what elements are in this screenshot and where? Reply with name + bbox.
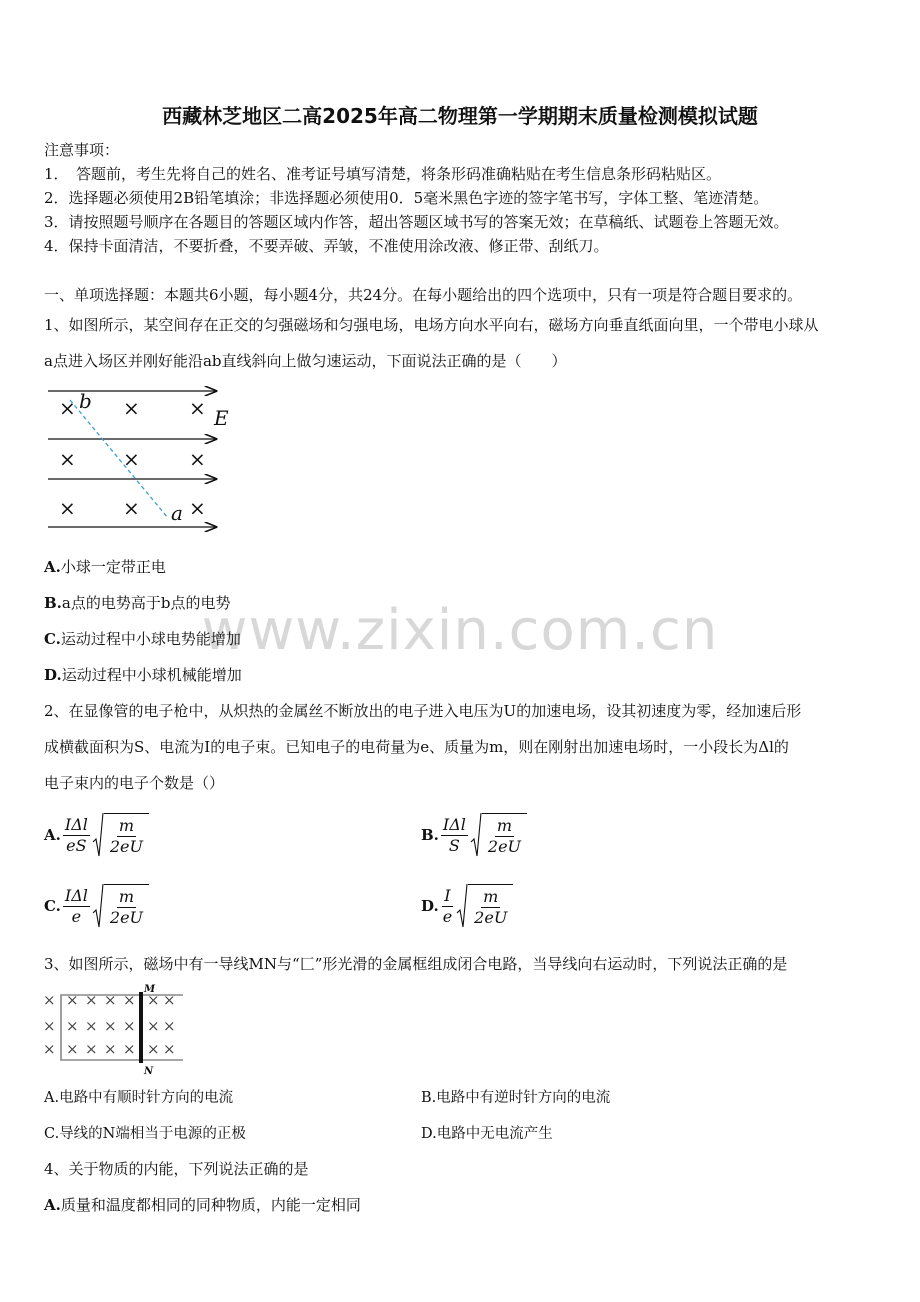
cross-symbol: ×: [189, 396, 206, 420]
fraction: $\frac{\text{IΔl}}{eS}$: [64, 814, 88, 855]
cross-symbol: ×: [147, 991, 160, 1009]
q2-stem-line2: 成横截面积为S、电流为I的电子束。已知电子的电荷量为e、质量为m，则在刚射出加速电场时，一小段长为Δl的: [44, 738, 789, 756]
cross-symbol: ×: [66, 1017, 79, 1035]
fraction: $\frac{\text{IΔl}}{S}$: [442, 814, 466, 855]
cross-symbol: ×: [59, 496, 76, 520]
option-text: 导线的N端相当于电源的正极: [59, 1126, 246, 1142]
q1-stem-line1: 1、如图所示，某空间存在正交的匀强磁场和匀强电场，电场方向水平向右，磁场方向垂直纸面向里，一个带电小球从: [44, 316, 819, 334]
q4-stem: 4、关于物质的内能，下列说法正确的是: [44, 1160, 309, 1178]
cross-symbol: ×: [189, 447, 206, 471]
square-root: $\frac{m}{2eU}$: [456, 883, 513, 929]
option-key: A.: [44, 1196, 61, 1214]
q2-option-b[interactable]: [421, 812, 527, 858]
label-b: b: [79, 389, 92, 413]
cross-symbol: ×: [43, 991, 56, 1009]
q1-stem-line2: a点进入场区并刚好能沿ab直线斜向上做匀速运动，下面说法正确的是（ ）: [44, 352, 567, 370]
q3-option-a[interactable]: [44, 1086, 233, 1107]
option-key: C.: [44, 897, 61, 915]
page-title: 西藏林芝地区二高2025年高二物理第一学期期末质量检测模拟试题: [162, 104, 758, 128]
option-text: a点的电势高于b点的电势: [61, 594, 231, 612]
notes-item: 3．请按照题号顺序在各题目的答题区域内作答，超出答题区域书写的答案无效；在草稿纸、试题卷上答题无效。: [44, 213, 789, 231]
q1-option-d[interactable]: [44, 664, 242, 685]
section-heading: 一、单项选择题：本题共6小题，每小题4分，共24分。在每小题给出的四个选项中，只有一项是符合题目要求的。: [44, 286, 803, 304]
cross-symbol: ×: [104, 991, 117, 1009]
option-text: 运动过程中小球电势能增加: [60, 630, 241, 648]
option-text: 电路中有逆时针方向的电流: [436, 1090, 611, 1106]
notes-item: 2．选择题必须使用2B铅笔填涂；非选择题必须使用0．5毫米黑色字迹的签字笔书写，字体工整、笔迹清楚。: [44, 189, 769, 207]
q3-option-b[interactable]: [421, 1086, 610, 1107]
q3-option-c[interactable]: [44, 1122, 246, 1143]
cross-symbol: ×: [104, 1017, 117, 1035]
option-key: D.: [421, 1126, 437, 1142]
cross-symbol: ×: [123, 1040, 136, 1058]
cross-symbol: ×: [43, 1040, 56, 1058]
q3-stem: 3、如图所示，磁场中有一导线MN与“匚”形光滑的金属框组成闭合电路，当导线向右运动时，下列说法正确的是: [44, 955, 788, 973]
cross-symbol: ×: [147, 1040, 160, 1058]
q2-stem-line1: 2、在显像管的电子枪中，从炽热的金属丝不断放出的电子进入电压为U的加速电场，设其初速度为零，经加速后形: [44, 702, 802, 720]
label-a: a: [171, 501, 183, 525]
option-text: 电路中有顺时针方向的电流: [59, 1090, 234, 1106]
cross-symbol: ×: [59, 447, 76, 471]
q2-option-d[interactable]: [421, 883, 513, 929]
q3-option-d[interactable]: [421, 1122, 553, 1143]
option-key: D.: [44, 666, 62, 684]
option-text: 运动过程中小球机械能增加: [61, 666, 242, 684]
cross-symbol: ×: [123, 447, 140, 471]
option-text: 小球一定带正电: [60, 558, 166, 576]
option-key: C.: [44, 1126, 60, 1142]
option-key: B.: [421, 826, 439, 844]
cross-symbol: ×: [163, 1040, 176, 1058]
cross-symbol: ×: [123, 396, 140, 420]
q1-option-c[interactable]: [44, 628, 241, 649]
square-root: $\frac{m}{2eU}$: [470, 812, 527, 858]
cross-symbol: ×: [147, 1017, 160, 1035]
cross-symbol: ×: [85, 991, 98, 1009]
option-key: B.: [44, 594, 62, 612]
square-root: $\frac{m}{2eU}$: [92, 883, 149, 929]
notes-heading: 注意事项：: [44, 141, 120, 159]
option-key: A.: [44, 1090, 60, 1106]
trajectory-line: [70, 400, 168, 518]
q2-stem-line3: 电子束内的电子个数是（）: [44, 774, 225, 792]
q1-field-figure: [40, 380, 240, 536]
cross-symbol: ×: [189, 496, 206, 520]
cross-symbol: ×: [66, 1040, 79, 1058]
option-key: B.: [421, 1090, 437, 1106]
cross-symbol: ×: [163, 991, 176, 1009]
cross-symbol: ×: [85, 1040, 98, 1058]
q2-option-a[interactable]: [44, 812, 149, 858]
label-E: E: [214, 406, 229, 430]
watermark: www.zixin.com.cn: [201, 598, 719, 663]
q3-circuit-figure: [40, 982, 190, 1076]
option-key: D.: [421, 897, 439, 915]
option-key: A.: [44, 558, 61, 576]
q1-option-b[interactable]: [44, 592, 230, 613]
q1-option-a[interactable]: [44, 556, 166, 577]
label-M: M: [144, 984, 156, 995]
cross-symbol: ×: [123, 1017, 136, 1035]
cross-symbol: ×: [123, 496, 140, 520]
label-N: N: [144, 1066, 154, 1076]
cross-symbol: ×: [66, 991, 79, 1009]
cross-symbol: ×: [123, 991, 136, 1009]
option-key: C.: [44, 630, 61, 648]
cross-symbol: ×: [59, 396, 76, 420]
q4-option-a[interactable]: [44, 1194, 361, 1215]
fraction: $\frac{\text{IΔl}}{e}$: [64, 885, 88, 926]
option-key: A.: [44, 826, 61, 844]
fraction: $\frac{I}{e}$: [442, 885, 453, 926]
option-text: 质量和温度都相同的同种物质，内能一定相同: [60, 1196, 361, 1214]
option-text: 电路中无电流产生: [436, 1126, 553, 1142]
cross-symbol: ×: [104, 1040, 117, 1058]
q2-option-c[interactable]: [44, 883, 149, 929]
cross-symbol: ×: [43, 1017, 56, 1035]
notes-item: 4．保持卡面清洁，不要折叠，不要弄破、弄皱，不准使用涂改液、修正带、刮纸刀。: [44, 237, 609, 255]
cross-symbol: ×: [163, 1017, 176, 1035]
square-root: $\frac{m}{2eU}$: [92, 812, 149, 858]
notes-item: 1． 答题前，考生先将自己的姓名、准考证号填写清楚，将条形码准确粘贴在考生信息条形码粘贴区。: [44, 165, 722, 183]
cross-symbol: ×: [85, 1017, 98, 1035]
